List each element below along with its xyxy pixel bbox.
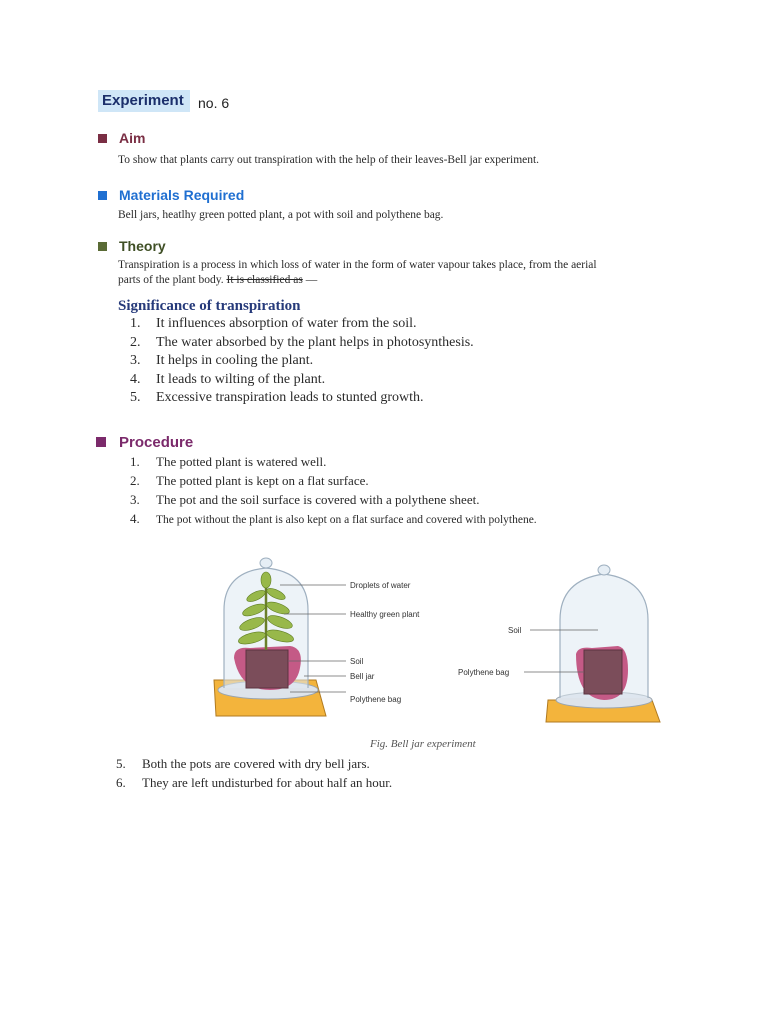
experiment-label: Experiment [98, 90, 190, 112]
list-item: 2. The water absorbed by the plant helps in photosynthesis. [130, 334, 474, 350]
right-apparatus [458, 565, 660, 722]
bullet-square-icon [98, 191, 107, 200]
aim-heading: Aim [119, 130, 146, 146]
list-item: 4. It leads to wilting of the plant. [130, 371, 326, 387]
theory-line-2 [118, 273, 678, 288]
list-item: 4. The pot without the plant is also kept on a flat surface and covered with polythene. [130, 511, 537, 526]
bell-jar-knob [598, 565, 610, 575]
procedure-list-continued [116, 756, 516, 794]
list-item: 2. The potted plant is kept on a flat surface. [130, 473, 369, 488]
experiment-number: no. 6 [198, 95, 230, 111]
materials-heading: Materials Required [119, 187, 245, 203]
aim-text: To show that plants carry out transpiration with the help of their leaves-Bell jar experiment. [118, 154, 540, 166]
list-item: 3. The pot and the soil surface is covered with a polythene sheet. [130, 492, 480, 507]
theory-line-1: Transpiration is a process in which loss of water in the form of water vapour takes place, from the aerial [118, 259, 597, 271]
theory-heading: Theory [119, 238, 166, 254]
bullet-square-icon [98, 134, 107, 143]
left-apparatus [214, 558, 420, 716]
theory-section [98, 238, 166, 256]
list-item: 1. It influences absorption of water from the soil. [130, 316, 417, 331]
theory-text [118, 258, 678, 288]
figure-caption: Fig. Bell jar experiment [370, 738, 476, 750]
label-bag-right: Polythene bag [458, 668, 510, 677]
procedure-section [96, 434, 193, 452]
bell-jar-knob [260, 558, 272, 568]
bullet-square-icon [98, 242, 107, 251]
list-item: 5. Both the pots are covered with dry bell jars. [116, 756, 370, 771]
theory-struck-text: It is classified as [226, 274, 303, 286]
empty-pot [584, 650, 622, 694]
procedure-heading: Procedure [119, 434, 194, 451]
label-bag-left: Polythene bag [350, 695, 402, 704]
procedure-list [130, 454, 650, 530]
label-bell-jar: Bell jar [350, 672, 375, 681]
materials-text: Bell jars, heatlhy green potted plant, a pot with soil and polythene bag. [118, 209, 444, 221]
materials-section [98, 187, 244, 205]
label-soil-left: Soil [350, 657, 364, 666]
aim-section [98, 130, 145, 148]
list-item: 5. Excessive transpiration leads to stunted growth. [130, 390, 424, 405]
significance-heading: Significance of transpiration [118, 298, 301, 314]
list-item: 6. They are left undisturbed for about half an hour. [116, 775, 393, 790]
theory-dash: — [305, 274, 318, 286]
label-soil-right: Soil [508, 626, 522, 635]
list-item: 3. It helps in cooling the plant. [130, 353, 314, 368]
significance-list [130, 316, 550, 409]
list-item: 1. The potted plant is watered well. [130, 454, 327, 469]
plant-pot [246, 650, 288, 688]
label-plant: Healthy green plant [350, 610, 420, 619]
label-droplets: Droplets of water [350, 581, 411, 590]
bell-jar-figure [200, 550, 680, 735]
theory-line-2-start: parts of the plant body. [118, 274, 224, 286]
bullet-square-icon [96, 437, 106, 447]
